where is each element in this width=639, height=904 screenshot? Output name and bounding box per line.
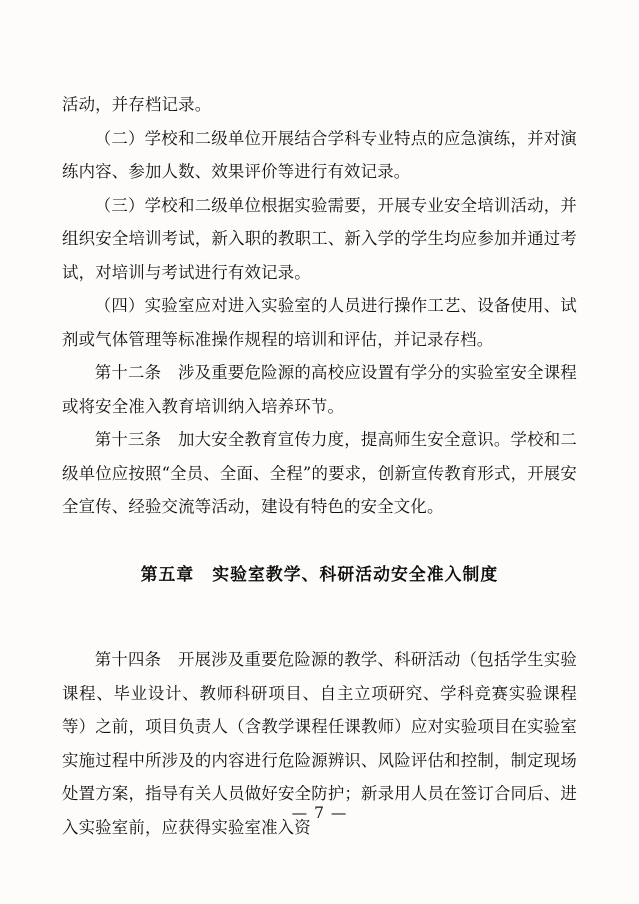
paragraph-article-13: 第十三条 加大安全教育宣传力度，提高师生安全意识。学校和二级单位应按照“全员、全面、全程”的要求，创新宣传教育形式，开展安全宣传、经验交流等活动，建设有特色的安全文化。: [62, 430, 577, 516]
paragraph-item-2: （二）学校和二级单位开展结合学科专业特点的应急演练，并对演练内容、参加人数、效果评价等进行有效记录。: [62, 128, 577, 181]
spacer-after-chapter-heading: [62, 591, 577, 643]
document-body: [62, 88, 577, 844]
paragraph-article-12: 第十二条 涉及重要危险源的高校应设置有学分的实验室安全课程或将安全准入教育培训纳入培养环节。: [62, 363, 577, 416]
paragraph-activity-record: 活动，并存档记录。: [62, 95, 212, 114]
paragraph-article-14: 第十四条 开展涉及重要危险源的教学、科研活动（包括学生实验课程、毕业设计、教师科研项目、自主立项研究、学科竞赛实验课程等）之前，项目负责人（含教学课程任课教师）应对实验项目在实验室实施过程中所涉及的内容进行危险源辨识、风险评估和控制，制定现场处置方案，指导有关人员做好安全防护；新录用人员在签订合同后、进入实验室前，应获得实验室准入资: [62, 650, 577, 837]
spacer-before-chapter-heading: [62, 524, 577, 558]
paragraph-item-4: （四）实验室应对进入实验室的人员进行操作工艺、设备使用、试剂或气体管理等标准操作规程的培训和评估，并记录存档。: [62, 296, 577, 349]
paragraph-item-3: （三）学校和二级单位根据实验需要，开展专业安全培训活动，并组织安全培训考试，新入职的教职工、新入学的学生均应参加并通过考试，对培训与考试进行有效记录。: [62, 195, 577, 282]
page-number: — 7 —: [291, 804, 348, 822]
chapter-heading: 第五章 实验室教学、科研活动安全准入制度: [140, 563, 499, 584]
